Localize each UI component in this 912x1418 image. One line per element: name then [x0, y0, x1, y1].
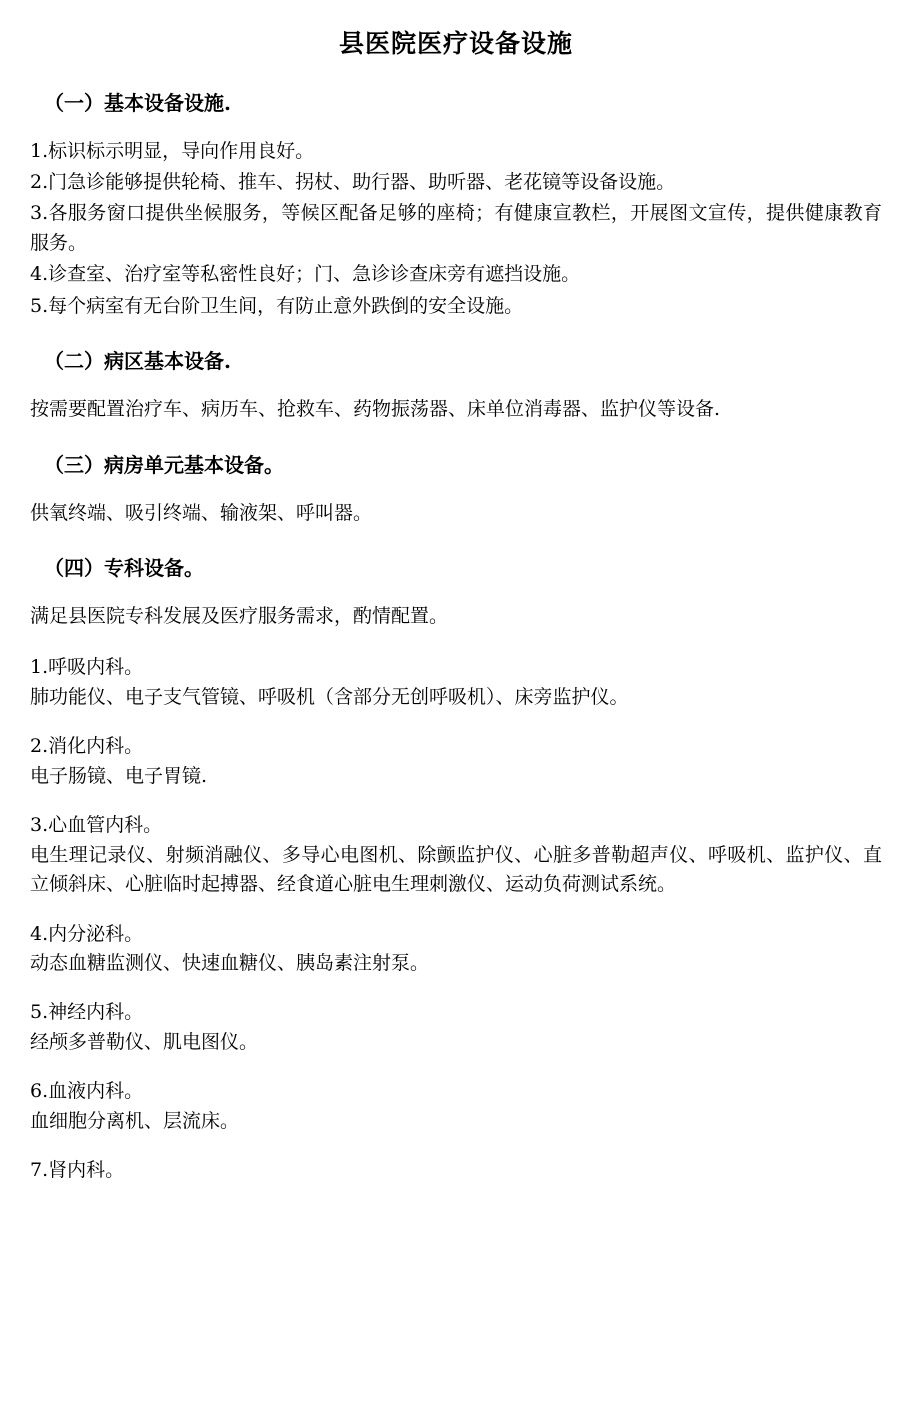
section-body: [30, 499, 882, 528]
paragraph: 2.门急诊能够提供轮椅、推车、拐杖、助行器、助听器、老花镜等设备设施。: [30, 170, 676, 193]
subitem-label: 5.神经内科。: [30, 1001, 144, 1024]
section-basic-facilities: [30, 89, 882, 322]
subitem-hematology: [30, 1077, 882, 1136]
paragraph: 1.标识标示明显，导向作用良好。: [30, 139, 315, 162]
section-heading: （四）专科设备。: [44, 556, 204, 580]
subitem-endocrinology: [30, 920, 882, 979]
subitem-gastroenterology: [30, 732, 882, 791]
subitem-respiratory: [30, 653, 882, 712]
paragraph: 供氧终端、吸引终端、输液架、呼叫器。: [30, 501, 373, 524]
subitem-content: 电生理记录仪、射频消融仪、多导心电图机、除颤监护仪、心脏多普勒超声仪、呼吸机、监护仪、直立倾斜床、心脏临时起搏器、经食道心脏电生理刺激仪、运动负荷测试系统。: [30, 843, 882, 896]
subitem-label: 3.心血管内科。: [30, 814, 163, 837]
subitem-content: 肺功能仪、电子支气管镜、呼吸机（含部分无创呼吸机）、床旁监护仪。: [30, 685, 629, 708]
subitem-content: 电子肠镜、电子胃镜.: [30, 764, 208, 787]
subitem-label: 1.呼吸内科。: [30, 656, 144, 679]
section-specialty-equipment: [30, 554, 882, 1186]
subitem-cardiology: [30, 811, 882, 899]
subitem-label: 6.血液内科。: [30, 1080, 144, 1103]
section-ward-basic-equipment: [30, 347, 882, 424]
paragraph: 满足县医院专科发展及医疗服务需求，酌情配置。: [30, 605, 449, 627]
paragraph: 3.各服务窗口提供坐候服务，等候区配备足够的座椅；有健康宣教栏，开展图文宣传，提供健康教育服务。: [30, 202, 882, 254]
subitem-content: 经颅多普勒仪、肌电图仪。: [30, 1030, 259, 1053]
section-body: [30, 395, 882, 424]
page-title: 县医院医疗设备设施: [338, 29, 573, 58]
subitem-label: 7.肾内科。: [30, 1159, 125, 1182]
paragraph: 4.诊查室、治疗室等私密性良好；门、急诊诊查床旁有遮挡设施。: [30, 263, 581, 286]
subitem-label: 2.消化内科。: [30, 735, 144, 758]
section-heading: （一）基本设备设施.: [44, 90, 231, 115]
subitem-content: 血细胞分离机、层流床。: [30, 1109, 240, 1132]
subitem-nephrology: [30, 1156, 882, 1185]
section-room-unit-equipment: [30, 451, 882, 528]
paragraph: 5.每个病室有无台阶卫生间，有防止意外跌倒的安全设施。: [30, 294, 524, 317]
section-body: [30, 602, 882, 631]
paragraph: 按需要配置治疗车、病历车、抢救车、药物振荡器、床单位消毒器、监护仪等设备.: [30, 398, 721, 421]
section-heading: （三）病房单元基本设备。: [44, 452, 284, 477]
section-heading: （二）病区基本设备.: [44, 349, 231, 374]
subitem-content: 动态血糖监测仪、快速血糖仪、胰岛素注射泵。: [30, 951, 430, 974]
subitem-neurology: [30, 998, 882, 1057]
subitem-label: 4.内分泌科。: [30, 922, 144, 945]
section-body: [30, 137, 882, 322]
